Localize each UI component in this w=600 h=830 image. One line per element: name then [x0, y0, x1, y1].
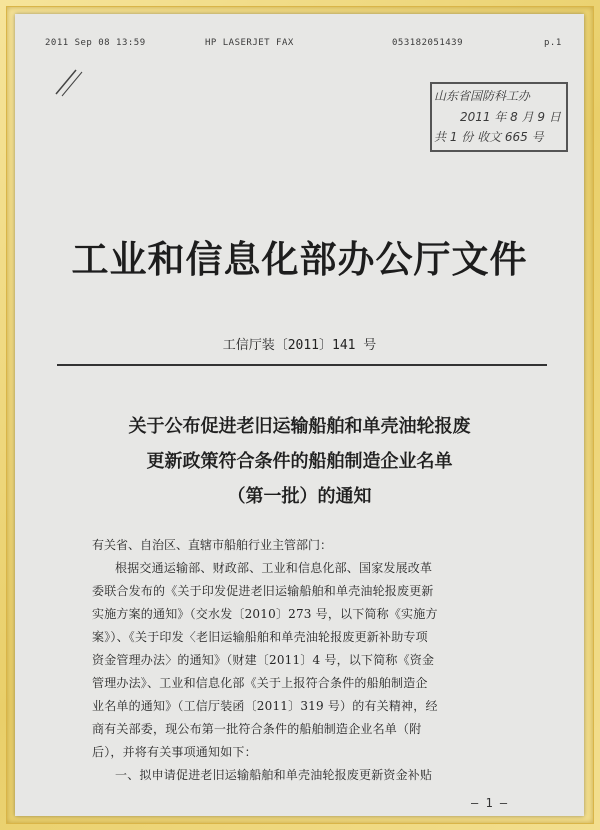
fax-timestamp: 2011 Sep 08 13:59 — [45, 38, 146, 48]
document-page — [15, 14, 584, 816]
pen-mark — [52, 64, 92, 98]
fax-page: p.1 — [544, 38, 562, 48]
stamp-date: 2011 年 8 月 9 日 — [460, 110, 561, 124]
body-line: 实施方案的通知》（交水发〔2010〕273 号，以下简称《实施方 — [92, 607, 438, 621]
body-line: 管理办法》、工业和信息化部《关于上报符合条件的船舶制造企 — [92, 676, 428, 690]
fax-number: 053182051439 — [392, 38, 464, 48]
body-line: 根据交通运输部、财政部、工业和信息化部、国家发展改革 — [115, 561, 433, 575]
body-line: 委联合发布的《关于印发促进老旧运输船舶和单壳油轮报废更新 — [92, 584, 434, 598]
document-number: 工信厅装〔2011〕141 号 — [222, 338, 377, 353]
body-line: 业名单的通知》（工信厅装函〔2011〕319 号）的有关精神，经 — [92, 699, 438, 713]
subject-line: （第一批）的通知 — [227, 486, 372, 507]
body-line: 商有关部委，现公布第一批符合条件的船舶制造企业名单（附 — [92, 722, 422, 736]
receipt-stamp — [430, 82, 570, 154]
body-line: 后），并将有关事项通知如下： — [92, 745, 257, 759]
stamp-org: 山东省国防科工办 — [434, 89, 531, 103]
subject-line: 关于公布促进老旧运输船舶和单壳油轮报废 — [128, 416, 471, 437]
page-number: — 1 — — [471, 796, 508, 810]
addressee: 有关省、自治区、直辖市船舶行业主管部门： — [92, 538, 333, 552]
body-line: 资金管理办法〉的通知》（财建〔2011〕4 号，以下简称《资金 — [92, 653, 435, 667]
stamp-ref: 共 1 份 收文 665 号 — [434, 130, 544, 144]
title-rule — [57, 364, 547, 366]
subject-line: 更新政策符合条件的船舶制造企业名单 — [146, 451, 453, 472]
document-title: 工业和信息化部办公厅文件 — [71, 237, 528, 281]
fax-device: HP LASERJET FAX — [205, 38, 294, 48]
body-line: 一、拟申请促进老旧运输船舶和单壳油轮报废更新资金补贴 — [115, 768, 433, 782]
body-line: 案》）、《关于印发〈老旧运输船舶和单壳油轮报废更新补助专项 — [92, 630, 428, 644]
